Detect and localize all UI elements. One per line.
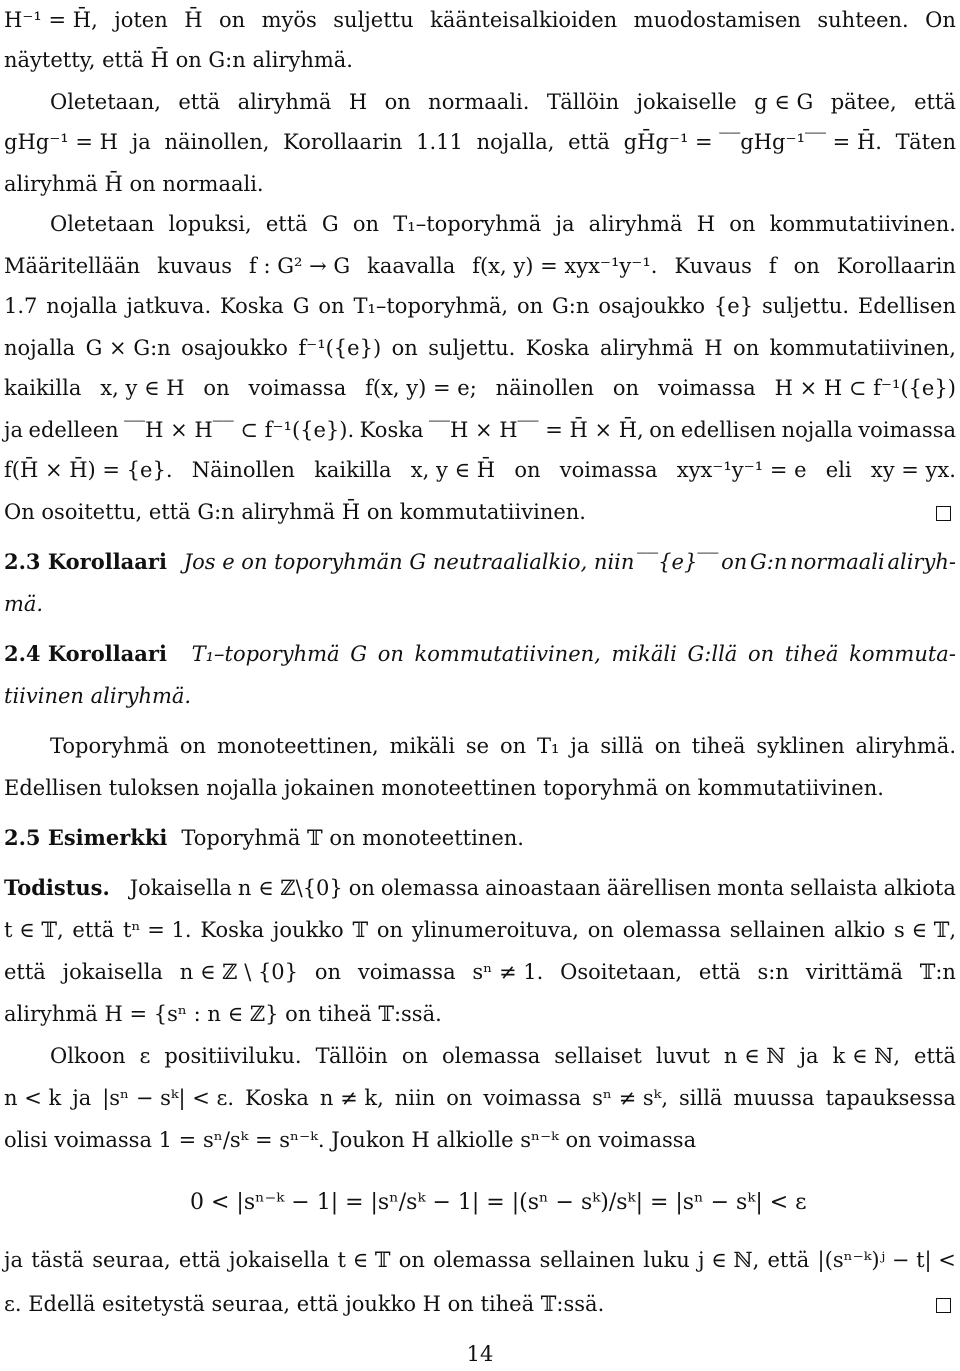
word: Koska	[245, 1086, 309, 1110]
word: on	[376, 918, 404, 942]
word: on	[314, 960, 342, 984]
word: n ∈ ℕ	[723, 1044, 786, 1068]
word: alkiota	[883, 876, 956, 900]
word: että	[914, 1044, 956, 1068]
word: Kuvaus	[674, 254, 752, 278]
heading-label: 2.4 Korollaari	[4, 641, 167, 666]
word: suhteen.	[817, 8, 909, 32]
text-line	[4, 682, 956, 710]
word: 𝕋	[352, 918, 369, 942]
text-line	[4, 456, 956, 484]
word: xy = yx.	[870, 458, 956, 482]
word: G	[292, 294, 310, 318]
word: voimassa	[483, 1086, 582, 1110]
word: lopuksi,	[168, 212, 252, 236]
word: f(H̄ × H̄) = {e}.	[4, 458, 173, 482]
word: jokaiselle	[636, 90, 737, 114]
word: |(sⁿ⁻ᵏ)ʲ − t| <	[817, 1248, 956, 1272]
word: t ∈ 𝕋	[337, 1248, 391, 1272]
word: H	[696, 212, 716, 236]
word: G:n	[552, 294, 590, 318]
word: luku	[643, 1248, 690, 1272]
word: kaikilla	[4, 376, 82, 400]
word: {e}	[713, 294, 754, 318]
word: on	[398, 1248, 425, 1272]
word: Koska	[359, 418, 424, 442]
word: 𝕋:n	[919, 960, 956, 984]
word: olemassa	[441, 1044, 541, 1068]
text-line	[4, 1290, 956, 1318]
line-text: aliryhmä H = {sⁿ : n ∈ ℤ} on tiheä 𝕋:ssä.	[4, 1002, 442, 1026]
word: myös	[261, 8, 317, 32]
word: on	[318, 294, 345, 318]
word: |sⁿ − sᵏ| < ε.	[102, 1086, 235, 1110]
word: kaikilla	[314, 458, 392, 482]
word: suljettu.	[761, 294, 850, 318]
word: j ∈ ℕ,	[697, 1248, 760, 1272]
text-line	[4, 1000, 956, 1028]
word: jokaisella	[62, 960, 163, 984]
word: jokaisella	[228, 1248, 330, 1272]
word: n ∈ ℤ\{0}	[237, 876, 343, 900]
word: näinollen,	[164, 130, 270, 154]
word: On	[925, 8, 956, 32]
text-line	[4, 1246, 956, 1274]
word: sellaista	[790, 876, 878, 900]
word: suljettu.	[428, 336, 516, 360]
word: positiiviluku.	[164, 1044, 302, 1068]
word: on	[499, 734, 527, 758]
word: Koska	[220, 294, 284, 318]
word: G:n	[750, 550, 788, 574]
line-text: Toporyhmä 𝕋 on monoteettinen.	[181, 826, 524, 850]
word: kommutatiivinen,	[769, 336, 956, 360]
word: Edellisen	[857, 294, 956, 318]
word: sellainen	[729, 918, 826, 942]
word: Määritellään	[4, 254, 141, 278]
word: on	[654, 734, 681, 758]
word: tⁿ = 1.	[123, 918, 192, 942]
line-text: mä.	[4, 592, 44, 616]
word: edellisen	[680, 418, 777, 442]
word: x, y ∈ H̄	[410, 458, 496, 482]
display-equation: 0 < |sⁿ⁻ᵏ − 1| = |sⁿ/sᵏ − 1| = |(sⁿ − sᵏ)/sᵏ| = |sⁿ − sᵏ| < ε	[190, 1189, 807, 1215]
text-line	[4, 1084, 956, 1112]
word: olemassa	[622, 918, 721, 942]
word: 1.7	[4, 294, 38, 318]
text-line	[4, 46, 956, 74]
word: on	[721, 550, 748, 574]
word: on	[348, 876, 375, 900]
word: ja	[799, 1044, 819, 1068]
word: että	[767, 1248, 810, 1272]
word: ja	[4, 418, 24, 442]
text-line	[4, 774, 956, 802]
word: ainoastaan	[485, 876, 601, 900]
word: ja	[570, 734, 590, 758]
word: tapauksessa	[825, 1086, 956, 1110]
word: T₁–toporyhmä,	[353, 294, 509, 318]
word: että	[914, 90, 956, 114]
word: nojalla,	[476, 130, 555, 154]
line-text: näytetty, että H̄ on G:n aliryhmä.	[4, 48, 353, 72]
word: niin	[394, 1086, 436, 1110]
word: T₁–toporyhmä	[191, 642, 340, 666]
word: voimassa	[248, 376, 347, 400]
word: ‾‾H × H‾‾ ⊂ f⁻¹({e}).	[124, 418, 355, 442]
word: voimassa	[858, 418, 956, 442]
word: mikäli	[389, 734, 455, 758]
word: alkio	[833, 918, 886, 942]
word: Oletetaan,	[50, 90, 161, 114]
word: ja	[72, 1086, 92, 1110]
word: gHg⁻¹ = H	[4, 130, 118, 154]
text-line	[4, 170, 956, 198]
word: olemassa	[380, 876, 480, 900]
heading-label: 2.5 Esimerkki	[4, 825, 168, 850]
word: sellainen	[539, 1248, 635, 1272]
word: seuraa,	[92, 1248, 171, 1272]
word: normaali.	[428, 90, 530, 114]
word: f(x, y) = e;	[365, 376, 477, 400]
text-line	[4, 416, 956, 444]
word: ja	[131, 130, 151, 154]
word: olemassa	[433, 1248, 532, 1272]
word: virittämä	[805, 960, 903, 984]
qed-square-icon	[936, 506, 951, 521]
word: on	[793, 254, 820, 278]
word: voimassa	[657, 376, 756, 400]
word: muodostamisen	[633, 8, 801, 32]
word: Täten	[895, 130, 956, 154]
word: on	[612, 376, 640, 400]
word: on	[377, 642, 404, 666]
word: eli	[825, 458, 852, 482]
word: kuvaus	[157, 254, 233, 278]
word: 1.11	[416, 130, 463, 154]
word: voimassa	[357, 960, 456, 984]
text-line	[4, 374, 956, 402]
word: f(x, y) = xyx⁻¹y⁻¹.	[472, 254, 658, 278]
word: Korollaarin	[283, 130, 403, 154]
word: Oletetaan	[50, 212, 155, 236]
word: aliryhmä	[237, 90, 332, 114]
word: n ∈ ℤ \ {0}	[179, 960, 299, 984]
line-text: On osoitettu, että G:n aliryhmä H̄ on kommutatiivinen.	[4, 500, 586, 524]
word: s ∈ 𝕋,	[894, 918, 956, 942]
word: ja	[555, 212, 575, 236]
word: normaali	[790, 550, 885, 574]
word: tästä	[31, 1248, 84, 1272]
word: t ∈ 𝕋,	[4, 918, 64, 942]
text-line	[4, 874, 956, 902]
word: ylinumeroituva,	[411, 918, 579, 942]
text-line	[4, 548, 956, 576]
page-number: 14	[466, 1342, 494, 1366]
word: joukko	[272, 918, 344, 942]
word: s:n	[757, 960, 789, 984]
word: että	[568, 130, 610, 154]
line-text: olisi voimassa 1 = sⁿ/sᵏ = sⁿ⁻ᵏ. Joukon H alkiolle sⁿ⁻ᵏ on voimassa	[4, 1128, 697, 1152]
word: Näinollen	[191, 458, 295, 482]
word: sillä	[600, 734, 644, 758]
word: H × H ⊂ f⁻¹({e})	[774, 376, 956, 400]
text-line	[4, 334, 956, 362]
word: aliryh-	[887, 550, 956, 574]
word: on	[587, 918, 614, 942]
word: f⁻¹({e})	[298, 336, 382, 360]
word: ‾‾H × H‾‾ = H̄ × H̄,	[428, 418, 644, 442]
word: aliryhmä	[599, 336, 694, 360]
text-line	[4, 252, 956, 280]
text-line	[4, 958, 956, 986]
text-line	[4, 6, 956, 34]
word: n ≠ k,	[319, 1086, 384, 1110]
word: on	[446, 1086, 473, 1110]
text-line	[4, 916, 956, 944]
text-line	[4, 1126, 956, 1154]
word: on	[352, 212, 380, 236]
word: kaavalla	[367, 254, 456, 278]
word: sellaiset	[554, 1044, 642, 1068]
word: n < k	[4, 1086, 62, 1110]
word: nojalla	[46, 294, 118, 318]
text-line	[50, 88, 956, 116]
word: voimassa	[559, 458, 658, 482]
word: aliryhmä	[588, 212, 683, 236]
word: H̄	[184, 8, 203, 32]
text-line	[4, 498, 956, 526]
word: Jos e on toporyhmän G neutraalialkio, niin	[183, 550, 635, 574]
word: Tällöin	[546, 90, 620, 114]
word: on	[747, 642, 775, 666]
text-line	[50, 210, 956, 238]
word: Koska	[525, 336, 590, 360]
word: ‾‾{e}‾‾	[637, 550, 719, 574]
word: ja	[4, 1248, 24, 1272]
word: osajoukko	[181, 336, 288, 360]
word: x, y ∈ H	[100, 376, 185, 400]
text-line	[4, 590, 956, 618]
word: xyx⁻¹y⁻¹ = e	[676, 458, 807, 482]
word: T₁–toporyhmä	[393, 212, 542, 236]
word: on	[203, 376, 230, 400]
word: on	[649, 418, 676, 442]
word: että	[178, 1248, 221, 1272]
line-text: ε. Edellä esitetystä seuraa, että joukko H on tiheä 𝕋:ssä.	[4, 1292, 605, 1316]
word: G	[321, 212, 339, 236]
word: syklinen	[756, 734, 845, 758]
text-line	[4, 128, 956, 156]
word: että	[4, 960, 46, 984]
word: f	[768, 254, 777, 278]
word: tiheä	[691, 734, 746, 758]
line-text: aliryhmä H̄ on normaali.	[4, 172, 264, 196]
word: G	[350, 642, 368, 666]
text-line	[4, 292, 956, 320]
text-line	[4, 824, 956, 852]
word: kommutatiivinen,	[414, 642, 601, 666]
word: H	[704, 336, 723, 360]
text-line	[50, 1042, 956, 1070]
word: käänteisalkioiden	[430, 8, 618, 32]
word: G:llä	[687, 642, 738, 666]
heading-label: Todistus.	[4, 875, 110, 900]
word: kommuta-	[849, 642, 956, 666]
word: näinollen	[495, 376, 594, 400]
word: joten	[114, 8, 168, 32]
word: sⁿ ≠ sᵏ,	[592, 1086, 668, 1110]
word: äärellisen	[606, 876, 712, 900]
word: että	[72, 918, 115, 942]
word: sillä	[678, 1086, 723, 1110]
word: on	[401, 1044, 428, 1068]
word: Korollaarin	[836, 254, 956, 278]
word: luvut	[655, 1044, 710, 1068]
word: se	[465, 734, 490, 758]
word: on	[179, 734, 207, 758]
word: H	[348, 90, 368, 114]
word: Olkoon	[50, 1044, 126, 1068]
word: Jokaisella	[129, 876, 232, 900]
word: on	[516, 294, 544, 318]
word: H⁻¹ = H̄,	[4, 8, 98, 32]
word: muussa	[733, 1086, 815, 1110]
word: G × G:n	[85, 336, 171, 360]
word: on	[729, 212, 756, 236]
word: mikäli	[611, 642, 677, 666]
word: on	[391, 336, 418, 360]
word: Osoitetaan,	[560, 960, 683, 984]
word: että	[265, 212, 308, 236]
word: on	[733, 336, 760, 360]
word: osajoukko	[598, 294, 706, 318]
heading-label: 2.3 Korollaari	[4, 549, 167, 574]
word: sⁿ ≠ 1.	[472, 960, 544, 984]
word: g ∈ G	[754, 90, 814, 114]
word: nojalla	[4, 336, 76, 360]
word: ε	[139, 1044, 151, 1068]
word: k ∈ ℕ,	[832, 1044, 901, 1068]
word: pätee,	[830, 90, 897, 114]
word: Tällöin	[315, 1044, 388, 1068]
word: että	[178, 90, 221, 114]
word: nojalla	[781, 418, 853, 442]
word: kommutatiivinen.	[769, 212, 956, 236]
qed-square-icon	[936, 1298, 951, 1313]
line-text: Edellisen tuloksen nojalla jokainen monoteettinen toporyhmä on kommutatiivinen.	[4, 776, 884, 800]
word: aliryhmä.	[855, 734, 956, 758]
word: f : G² → G	[249, 254, 351, 278]
word: että	[698, 960, 741, 984]
line-text: tiivinen aliryhmä.	[4, 684, 192, 708]
text-line	[50, 732, 956, 760]
word: on	[514, 458, 541, 482]
word: suljettu	[333, 8, 414, 32]
word: Toporyhmä	[50, 734, 169, 758]
word: on	[219, 8, 246, 32]
word: monoteettinen,	[216, 734, 379, 758]
word: gH̄g⁻¹ = ‾‾gHg⁻¹‾‾ = H̄.	[623, 130, 882, 154]
word: on	[384, 90, 411, 114]
word: T₁	[537, 734, 560, 758]
word: Koska	[200, 918, 265, 942]
word: tiheä	[784, 642, 839, 666]
word: monta	[717, 876, 785, 900]
text-line	[4, 640, 956, 668]
word: jatkuva.	[126, 294, 212, 318]
word: edelleen	[28, 418, 119, 442]
